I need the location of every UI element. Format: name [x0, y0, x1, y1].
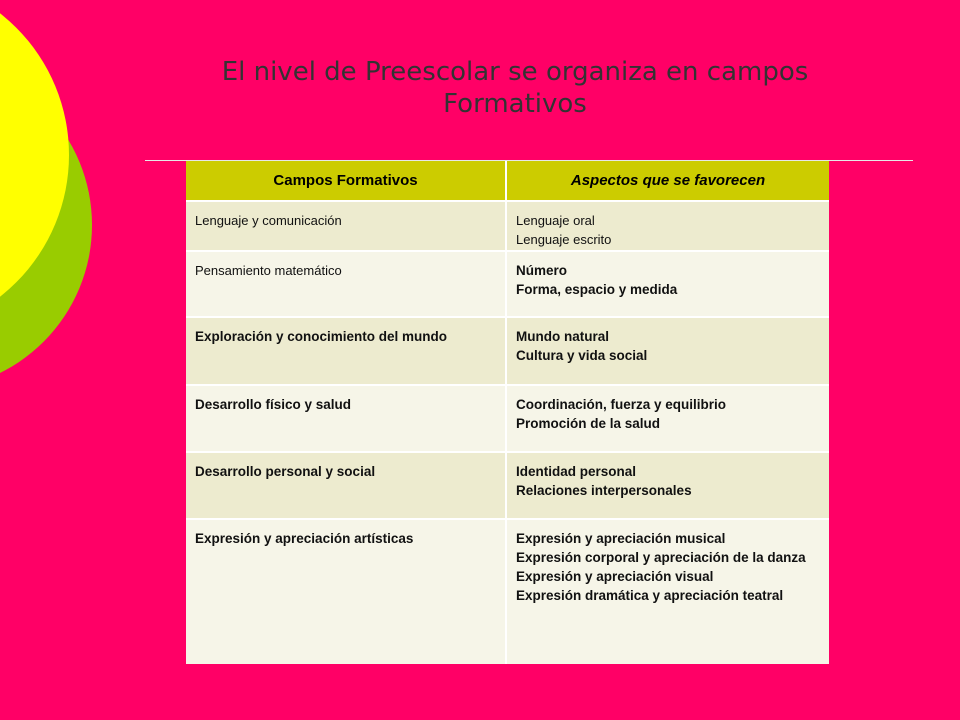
table-row: [186, 385, 829, 452]
aspecto-line: Lenguaje escrito: [516, 232, 612, 247]
campo-cell: Desarrollo personal y social: [186, 452, 506, 519]
aspecto-line: Promoción de la salud: [516, 416, 661, 431]
slide-title: El nivel de Preescolar se organiza en campos Formativos: [221, 57, 809, 119]
header-campos-formativos: Campos Formativos: [186, 161, 506, 201]
campo-cell: Exploración y conocimiento del mundo: [186, 317, 506, 385]
table-row: [186, 317, 829, 385]
aspecto-line: Expresión y apreciación musical: [516, 531, 726, 546]
aspectos-cell: [506, 519, 829, 664]
aspecto-line: Forma, espacio y medida: [516, 282, 678, 297]
aspectos-cell: [506, 317, 829, 385]
campo-cell: Expresión y apreciación artísticas: [186, 519, 506, 664]
aspecto-line: Expresión corporal y apreciación de la danza: [516, 550, 806, 565]
aspecto-line: Coordinación, fuerza y equilibrio: [516, 397, 727, 412]
aspecto-line: Lenguaje oral: [516, 213, 595, 228]
aspectos-cell: [506, 452, 829, 519]
campos-formativos-table: [186, 161, 829, 664]
aspectos-cell: [506, 385, 829, 452]
aspectos-cell: [506, 201, 829, 251]
campo-cell: Pensamiento matemático: [186, 251, 506, 317]
table-row: [186, 452, 829, 519]
aspecto-line: Cultura y vida social: [516, 348, 648, 363]
table-row: [186, 251, 829, 317]
table-row: [186, 519, 829, 664]
table-header-row: [186, 161, 829, 201]
aspectos-cell: [506, 251, 829, 317]
aspecto-line: Expresión dramática y apreciación teatral: [516, 588, 784, 603]
aspecto-line: Identidad personal: [516, 464, 637, 479]
aspecto-line: Expresión y apreciación visual: [516, 569, 714, 584]
aspecto-line: Mundo natural: [516, 329, 609, 344]
header-aspectos: Aspectos que se favorecen: [506, 161, 829, 201]
campo-cell: Desarrollo físico y salud: [186, 385, 506, 452]
aspecto-line: Relaciones interpersonales: [516, 483, 692, 498]
campo-cell: Lenguaje y comunicación: [186, 201, 506, 251]
table-row: [186, 201, 829, 251]
aspecto-line: Número: [516, 263, 568, 278]
